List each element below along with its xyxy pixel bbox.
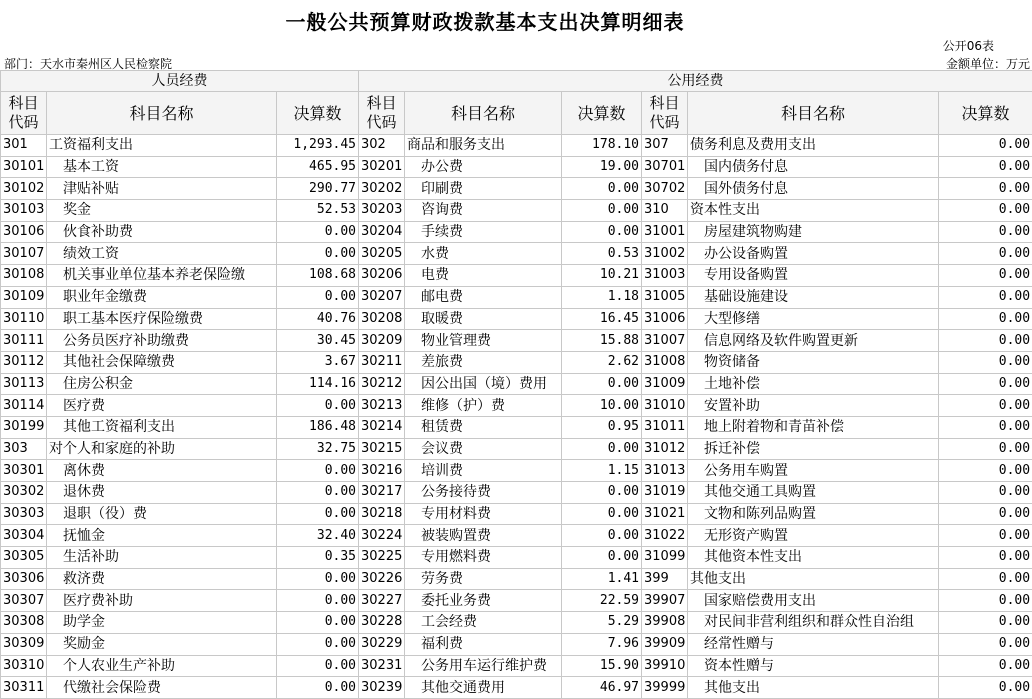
subject-code-cell: 30110 (1, 308, 47, 330)
subject-name-cell: 被装购置费 (405, 525, 562, 547)
table-row (1, 373, 1032, 395)
subject-code-cell: 30310 (1, 655, 47, 677)
amount-cell: 0.00 (277, 395, 359, 417)
subject-code-cell: 30114 (1, 395, 47, 417)
amount-cell: 0.35 (277, 547, 359, 569)
table-row (1, 438, 1032, 460)
subject-name-cell: 地上附着物和青苗补偿 (688, 416, 939, 438)
amount-cell: 0.00 (939, 633, 1032, 655)
subject-code-cell: 30216 (359, 460, 405, 482)
amount-cell: 0.00 (939, 308, 1032, 330)
header-name: 科目名称 (47, 92, 277, 135)
subject-code-cell: 31005 (642, 286, 688, 308)
subject-code-cell: 30305 (1, 547, 47, 569)
subject-name-cell: 退休费 (47, 482, 277, 504)
table-row (1, 568, 1032, 590)
subject-name-cell: 专用燃料费 (405, 547, 562, 569)
amount-cell: 0.00 (939, 156, 1032, 178)
amount-cell: 0.00 (562, 525, 642, 547)
subject-name-cell: 机关事业单位基本养老保险缴 (47, 265, 277, 287)
subject-name-cell: 公务员医疗补助缴费 (47, 330, 277, 352)
amount-cell: 30.45 (277, 330, 359, 352)
table-row (1, 286, 1032, 308)
subject-name-cell: 奖励金 (47, 633, 277, 655)
subject-name-cell: 物业管理费 (405, 330, 562, 352)
subject-code-cell: 39999 (642, 677, 688, 699)
table-row (1, 330, 1032, 352)
header-amount: 决算数 (277, 92, 359, 135)
subject-code-cell: 30301 (1, 460, 47, 482)
amount-unit-label: 金额单位：万元 (946, 55, 1030, 72)
amount-cell: 7.96 (562, 633, 642, 655)
group-header-row (1, 71, 1032, 92)
subject-name-cell: 培训费 (405, 460, 562, 482)
subject-name-cell: 其他社会保障缴费 (47, 351, 277, 373)
subject-code-cell: 30199 (1, 416, 47, 438)
subject-code-cell: 31099 (642, 547, 688, 569)
amount-cell: 40.76 (277, 308, 359, 330)
subject-name-cell: 国外债务付息 (688, 178, 939, 200)
subject-code-cell: 30308 (1, 612, 47, 634)
subject-code-cell: 30101 (1, 156, 47, 178)
subject-code-cell: 30231 (359, 655, 405, 677)
subject-code-cell: 30304 (1, 525, 47, 547)
amount-cell: 0.00 (277, 677, 359, 699)
amount-cell: 0.00 (939, 243, 1032, 265)
amount-cell: 0.00 (277, 503, 359, 525)
amount-cell: 0.00 (562, 200, 642, 222)
subject-name-cell: 公务用车购置 (688, 460, 939, 482)
group-personnel: 人员经费 (1, 71, 359, 92)
subject-name-cell: 土地补偿 (688, 373, 939, 395)
subject-name-cell: 邮电费 (405, 286, 562, 308)
subject-code-cell: 31022 (642, 525, 688, 547)
subject-code-cell: 31009 (642, 373, 688, 395)
amount-cell: 0.00 (939, 677, 1032, 699)
subject-code-cell: 30109 (1, 286, 47, 308)
subject-code-cell: 30227 (359, 590, 405, 612)
subject-code-cell: 30309 (1, 633, 47, 655)
table-row (1, 135, 1032, 157)
amount-cell: 0.00 (939, 655, 1032, 677)
subject-code-cell: 301 (1, 135, 47, 157)
subject-code-cell: 302 (359, 135, 405, 157)
amount-cell: 15.88 (562, 330, 642, 352)
subject-name-cell: 代缴社会保险费 (47, 677, 277, 699)
amount-cell: 0.00 (562, 503, 642, 525)
subject-code-cell: 30202 (359, 178, 405, 200)
column-header-row (1, 92, 1032, 135)
subject-code-cell: 30112 (1, 351, 47, 373)
amount-cell: 1.15 (562, 460, 642, 482)
subject-name-cell: 绩效工资 (47, 243, 277, 265)
subject-name-cell: 其他交通工具购置 (688, 482, 939, 504)
amount-cell: 0.00 (277, 655, 359, 677)
amount-cell: 1,293.45 (277, 135, 359, 157)
subject-code-cell: 30226 (359, 568, 405, 590)
subject-name-cell: 个人农业生产补助 (47, 655, 277, 677)
expenditure-table (0, 70, 1032, 699)
table-row (1, 156, 1032, 178)
amount-cell: 108.68 (277, 265, 359, 287)
subject-code-cell: 30307 (1, 590, 47, 612)
subject-code-cell: 30213 (359, 395, 405, 417)
subject-code-cell: 399 (642, 568, 688, 590)
amount-cell: 114.16 (277, 373, 359, 395)
subject-name-cell: 资本性赠与 (688, 655, 939, 677)
subject-name-cell: 文物和陈列品购置 (688, 503, 939, 525)
subject-code-cell: 30217 (359, 482, 405, 504)
amount-cell: 1.18 (562, 286, 642, 308)
subject-name-cell: 无形资产购置 (688, 525, 939, 547)
amount-cell: 0.00 (562, 547, 642, 569)
subject-name-cell: 因公出国（境）费用 (405, 373, 562, 395)
subject-name-cell: 公务用车运行维护费 (405, 655, 562, 677)
subject-code-cell: 31008 (642, 351, 688, 373)
subject-name-cell: 职业年金缴费 (47, 286, 277, 308)
header-code: 科目代码 (359, 92, 405, 135)
amount-cell: 465.95 (277, 156, 359, 178)
subject-code-cell: 310 (642, 200, 688, 222)
subject-name-cell: 其他交通费用 (405, 677, 562, 699)
subject-name-cell: 其他支出 (688, 568, 939, 590)
subject-name-cell: 医疗费 (47, 395, 277, 417)
subject-code-cell: 30209 (359, 330, 405, 352)
subject-name-cell: 住房公积金 (47, 373, 277, 395)
amount-cell: 0.00 (939, 482, 1032, 504)
amount-cell: 46.97 (562, 677, 642, 699)
amount-cell: 3.67 (277, 351, 359, 373)
amount-cell: 0.00 (939, 612, 1032, 634)
subject-name-cell: 委托业务费 (405, 590, 562, 612)
subject-code-cell: 39908 (642, 612, 688, 634)
table-row (1, 308, 1032, 330)
header-code: 科目代码 (1, 92, 47, 135)
amount-cell: 0.00 (562, 482, 642, 504)
amount-cell: 0.00 (277, 460, 359, 482)
subject-code-cell: 31013 (642, 460, 688, 482)
amount-cell: 0.53 (562, 243, 642, 265)
table-row (1, 221, 1032, 243)
subject-name-cell: 助学金 (47, 612, 277, 634)
subject-code-cell: 30303 (1, 503, 47, 525)
subject-name-cell: 福利费 (405, 633, 562, 655)
amount-cell: 0.00 (939, 373, 1032, 395)
amount-cell: 0.00 (939, 265, 1032, 287)
subject-name-cell: 奖金 (47, 200, 277, 222)
subject-name-cell: 印刷费 (405, 178, 562, 200)
subject-name-cell: 房屋建筑物购建 (688, 221, 939, 243)
table-row (1, 178, 1032, 200)
subject-name-cell: 办公设备购置 (688, 243, 939, 265)
amount-cell: 0.00 (939, 330, 1032, 352)
table-row (1, 416, 1032, 438)
subject-code-cell: 30702 (642, 178, 688, 200)
subject-name-cell: 职工基本医疗保险缴费 (47, 308, 277, 330)
subject-name-cell: 对个人和家庭的补助 (47, 438, 277, 460)
subject-code-cell: 31012 (642, 438, 688, 460)
amount-cell: 186.48 (277, 416, 359, 438)
subject-code-cell: 30201 (359, 156, 405, 178)
amount-cell: 0.00 (939, 395, 1032, 417)
subject-code-cell: 39909 (642, 633, 688, 655)
subject-name-cell: 基础设施建设 (688, 286, 939, 308)
subject-name-cell: 国家赔偿费用支出 (688, 590, 939, 612)
subject-code-cell: 39907 (642, 590, 688, 612)
report-title: 一般公共预算财政拨款基本支出决算明细表 (0, 6, 970, 35)
subject-name-cell: 会议费 (405, 438, 562, 460)
subject-code-cell: 30211 (359, 351, 405, 373)
subject-code-cell: 31006 (642, 308, 688, 330)
subject-code-cell: 30228 (359, 612, 405, 634)
subject-code-cell: 30306 (1, 568, 47, 590)
amount-cell: 16.45 (562, 308, 642, 330)
subject-code-cell: 303 (1, 438, 47, 460)
subject-name-cell: 信息网络及软件购置更新 (688, 330, 939, 352)
subject-name-cell: 安置补助 (688, 395, 939, 417)
subject-code-cell: 30203 (359, 200, 405, 222)
subject-name-cell: 维修（护）费 (405, 395, 562, 417)
subject-code-cell: 30701 (642, 156, 688, 178)
amount-cell: 0.00 (277, 221, 359, 243)
amount-cell: 0.00 (939, 547, 1032, 569)
subject-code-cell: 30214 (359, 416, 405, 438)
amount-cell: 0.00 (939, 416, 1032, 438)
subject-code-cell: 31021 (642, 503, 688, 525)
table-row (1, 547, 1032, 569)
subject-code-cell: 30229 (359, 633, 405, 655)
subject-code-cell: 30204 (359, 221, 405, 243)
amount-cell: 0.00 (939, 200, 1032, 222)
amount-cell: 0.00 (939, 568, 1032, 590)
subject-name-cell: 水费 (405, 243, 562, 265)
subject-name-cell: 离休费 (47, 460, 277, 482)
amount-cell: 15.90 (562, 655, 642, 677)
subject-name-cell: 生活补助 (47, 547, 277, 569)
subject-name-cell: 其他支出 (688, 677, 939, 699)
amount-cell: 0.00 (939, 503, 1032, 525)
amount-cell: 0.00 (562, 221, 642, 243)
amount-cell: 0.00 (939, 525, 1032, 547)
subject-name-cell: 商品和服务支出 (405, 135, 562, 157)
subject-name-cell: 劳务费 (405, 568, 562, 590)
table-row (1, 200, 1032, 222)
subject-name-cell: 资本性支出 (688, 200, 939, 222)
subject-name-cell: 公务接待费 (405, 482, 562, 504)
subject-code-cell: 30107 (1, 243, 47, 265)
amount-cell: 0.00 (562, 438, 642, 460)
subject-name-cell: 大型修缮 (688, 308, 939, 330)
form-number: 公开06表 (943, 37, 994, 54)
subject-code-cell: 30205 (359, 243, 405, 265)
subject-code-cell: 30239 (359, 677, 405, 699)
subject-code-cell: 30215 (359, 438, 405, 460)
amount-cell: 0.00 (939, 460, 1032, 482)
table-row (1, 655, 1032, 677)
subject-name-cell: 差旅费 (405, 351, 562, 373)
amount-cell: 1.41 (562, 568, 642, 590)
subject-code-cell: 30302 (1, 482, 47, 504)
amount-cell: 2.62 (562, 351, 642, 373)
table-row (1, 590, 1032, 612)
table-body (1, 135, 1032, 699)
amount-cell: 10.00 (562, 395, 642, 417)
amount-cell: 0.00 (939, 178, 1032, 200)
table-row (1, 677, 1032, 699)
subject-code-cell: 31007 (642, 330, 688, 352)
subject-code-cell: 30111 (1, 330, 47, 352)
table-row (1, 265, 1032, 287)
amount-cell: 5.29 (562, 612, 642, 634)
subject-name-cell: 办公费 (405, 156, 562, 178)
header-amount: 决算数 (939, 92, 1032, 135)
table-row (1, 460, 1032, 482)
subject-code-cell: 31003 (642, 265, 688, 287)
table-row (1, 351, 1032, 373)
subject-code-cell: 30206 (359, 265, 405, 287)
subject-name-cell: 救济费 (47, 568, 277, 590)
amount-cell: 0.00 (939, 286, 1032, 308)
subject-name-cell: 电费 (405, 265, 562, 287)
amount-cell: 0.00 (277, 286, 359, 308)
header-name: 科目名称 (688, 92, 939, 135)
table-row (1, 482, 1032, 504)
department-label: 部门：天水市秦州区人民检察院 (4, 55, 172, 72)
subject-name-cell: 对民间非营利组织和群众性自治组 (688, 612, 939, 634)
subject-code-cell: 30311 (1, 677, 47, 699)
amount-cell: 0.00 (562, 178, 642, 200)
amount-cell: 0.00 (277, 243, 359, 265)
subject-code-cell: 31010 (642, 395, 688, 417)
subject-code-cell: 307 (642, 135, 688, 157)
subject-code-cell: 30208 (359, 308, 405, 330)
subject-code-cell: 30108 (1, 265, 47, 287)
amount-cell: 52.53 (277, 200, 359, 222)
amount-cell: 290.77 (277, 178, 359, 200)
subject-code-cell: 30106 (1, 221, 47, 243)
amount-cell: 0.00 (939, 590, 1032, 612)
group-public: 公用经费 (359, 71, 1032, 92)
amount-cell: 0.00 (562, 373, 642, 395)
table-row (1, 243, 1032, 265)
subject-code-cell: 31019 (642, 482, 688, 504)
subject-code-cell: 30113 (1, 373, 47, 395)
amount-cell: 0.00 (277, 568, 359, 590)
amount-cell: 0.95 (562, 416, 642, 438)
subject-name-cell: 取暖费 (405, 308, 562, 330)
amount-cell: 19.00 (562, 156, 642, 178)
subject-name-cell: 租赁费 (405, 416, 562, 438)
amount-cell: 0.00 (277, 633, 359, 655)
amount-cell: 0.00 (939, 221, 1032, 243)
amount-cell: 0.00 (939, 351, 1032, 373)
subject-name-cell: 其他工资福利支出 (47, 416, 277, 438)
header-name: 科目名称 (405, 92, 562, 135)
subject-name-cell: 专用设备购置 (688, 265, 939, 287)
amount-cell: 0.00 (277, 612, 359, 634)
subject-code-cell: 31001 (642, 221, 688, 243)
subject-name-cell: 工会经费 (405, 612, 562, 634)
amount-cell: 0.00 (277, 590, 359, 612)
subject-name-cell: 其他资本性支出 (688, 547, 939, 569)
amount-cell: 10.21 (562, 265, 642, 287)
subject-name-cell: 手续费 (405, 221, 562, 243)
subject-name-cell: 物资储备 (688, 351, 939, 373)
subject-code-cell: 30102 (1, 178, 47, 200)
subject-name-cell: 专用材料费 (405, 503, 562, 525)
subject-name-cell: 抚恤金 (47, 525, 277, 547)
amount-cell: 32.40 (277, 525, 359, 547)
amount-cell: 0.00 (939, 135, 1032, 157)
header-amount: 决算数 (562, 92, 642, 135)
table-row (1, 633, 1032, 655)
amount-cell: 178.10 (562, 135, 642, 157)
subject-name-cell: 津贴补贴 (47, 178, 277, 200)
subject-name-cell: 经常性赠与 (688, 633, 939, 655)
subject-code-cell: 30212 (359, 373, 405, 395)
subject-code-cell: 31002 (642, 243, 688, 265)
subject-code-cell: 39910 (642, 655, 688, 677)
subject-code-cell: 30207 (359, 286, 405, 308)
subject-name-cell: 国内债务付息 (688, 156, 939, 178)
table-row (1, 395, 1032, 417)
subject-code-cell: 30225 (359, 547, 405, 569)
amount-cell: 0.00 (277, 482, 359, 504)
subject-name-cell: 工资福利支出 (47, 135, 277, 157)
subject-name-cell: 伙食补助费 (47, 221, 277, 243)
subject-code-cell: 30218 (359, 503, 405, 525)
amount-cell: 0.00 (939, 438, 1032, 460)
amount-cell: 22.59 (562, 590, 642, 612)
subject-name-cell: 基本工资 (47, 156, 277, 178)
subject-code-cell: 30103 (1, 200, 47, 222)
subject-name-cell: 医疗费补助 (47, 590, 277, 612)
amount-cell: 32.75 (277, 438, 359, 460)
table-row (1, 503, 1032, 525)
table-row (1, 525, 1032, 547)
subject-name-cell: 拆迁补偿 (688, 438, 939, 460)
subject-name-cell: 咨询费 (405, 200, 562, 222)
subject-code-cell: 30224 (359, 525, 405, 547)
subject-code-cell: 31011 (642, 416, 688, 438)
subject-name-cell: 债务利息及费用支出 (688, 135, 939, 157)
table-row (1, 612, 1032, 634)
header-code: 科目代码 (642, 92, 688, 135)
subject-name-cell: 退职（役）费 (47, 503, 277, 525)
